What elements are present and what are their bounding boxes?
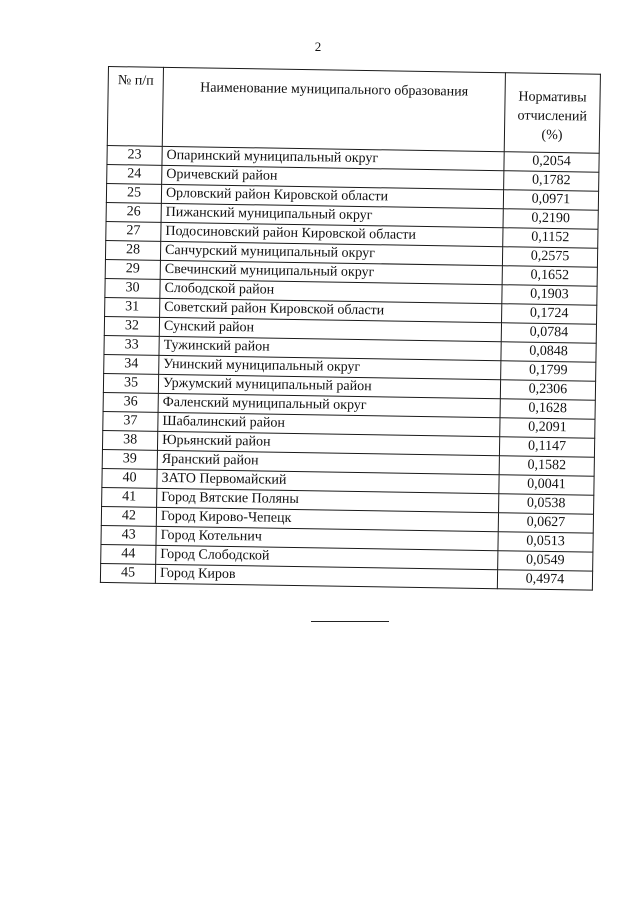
deduction-standard: 0,0848 <box>501 342 596 362</box>
deduction-standard: 0,0627 <box>498 513 593 533</box>
row-number: 41 <box>102 487 157 507</box>
deduction-standard: 0,0513 <box>498 532 593 552</box>
row-number: 34 <box>104 354 159 374</box>
deduction-standard: 0,1628 <box>500 399 595 419</box>
deduction-standard: 0,1782 <box>504 171 599 191</box>
deduction-standard: 0,0784 <box>501 323 596 343</box>
municipality-name: Оричевский район <box>162 165 504 189</box>
closing-rule <box>311 621 389 622</box>
row-number: 40 <box>102 468 157 488</box>
municipality-name: Город Котельнич <box>156 526 498 550</box>
row-number: 38 <box>102 430 157 450</box>
row-number: 25 <box>106 183 161 203</box>
municipality-name: Орловский район Кировской области <box>161 184 503 208</box>
row-number: 43 <box>101 525 156 545</box>
row-number: 44 <box>101 544 156 564</box>
row-number: 32 <box>104 316 159 336</box>
deduction-standard: 0,1799 <box>501 361 596 381</box>
municipality-name: Уржумский муниципальный район <box>158 374 500 398</box>
row-number: 39 <box>102 449 157 469</box>
municipality-name: Город Слободской <box>156 545 498 569</box>
municipality-name: Унинский муниципальный округ <box>159 355 501 379</box>
table-header-row <box>107 67 600 154</box>
municipality-name: Город Кирово-Чепецк <box>156 507 498 531</box>
row-number: 24 <box>107 164 162 184</box>
table-body <box>100 145 599 590</box>
header-number: № п/п <box>107 67 163 147</box>
page-number: 2 <box>314 39 322 54</box>
municipality-name: Слободской район <box>160 279 502 303</box>
municipality-name: Шабалинский район <box>158 412 500 436</box>
deduction-standard: 0,0971 <box>503 190 598 210</box>
row-number: 33 <box>104 335 159 355</box>
row-number: 35 <box>103 373 158 393</box>
row-number: 28 <box>105 240 160 260</box>
deduction-standard: 0,1582 <box>499 456 594 476</box>
deduction-standard: 0,2054 <box>504 152 599 172</box>
municipality-name: Фаленский муниципальный округ <box>158 393 500 417</box>
municipality-name: Советский район Кировской области <box>160 298 502 322</box>
row-number: 42 <box>101 506 156 526</box>
municipality-name: Опаринский муниципальный округ <box>162 146 504 170</box>
deduction-standard: 0,1903 <box>502 285 597 305</box>
deduction-standard: 0,1147 <box>499 437 594 457</box>
municipality-name: Тужинский район <box>159 336 501 360</box>
row-number: 27 <box>106 221 161 241</box>
header-deduction-standard: Нормативы отчислений (%) <box>504 73 600 153</box>
deduction-standard: 0,1724 <box>502 304 597 324</box>
row-number: 29 <box>105 259 160 279</box>
deduction-standard: 0,0538 <box>499 494 594 514</box>
header-municipality-name: Наименование муниципального образования <box>162 67 505 151</box>
municipality-name: Сунский район <box>159 317 501 341</box>
row-number: 26 <box>106 202 161 222</box>
row-number: 36 <box>103 392 158 412</box>
row-number: 23 <box>107 145 162 165</box>
row-number: 31 <box>105 297 160 317</box>
municipality-name: Санчурский муниципальный округ <box>160 241 502 265</box>
deduction-standard: 0,2306 <box>500 380 595 400</box>
municipality-name: ЗАТО Первомайский <box>157 469 499 493</box>
municipality-name: Город Вятские Поляны <box>157 488 499 512</box>
municipality-name: Юрьянский район <box>157 431 499 455</box>
deduction-standard: 0,0549 <box>498 551 593 571</box>
row-number: 45 <box>100 563 155 583</box>
row-number: 37 <box>103 411 158 431</box>
municipality-name: Пижанский муниципальный округ <box>161 203 503 227</box>
municipality-name: Город Киров <box>155 564 497 588</box>
standards-table <box>100 66 601 591</box>
deduction-standard: 0,2091 <box>500 418 595 438</box>
deduction-standard: 0,4974 <box>497 570 592 590</box>
deduction-standard: 0,1652 <box>502 266 597 286</box>
deduction-standard: 0,1152 <box>503 228 598 248</box>
deduction-standard: 0,2190 <box>503 209 598 229</box>
municipality-name: Яранский район <box>157 450 499 474</box>
deduction-standard: 0,2575 <box>502 247 597 267</box>
municipality-name: Подосиновский район Кировской области <box>161 222 503 246</box>
deduction-standard: 0,0041 <box>499 475 594 495</box>
municipality-name: Свечинский муниципальный округ <box>160 260 502 284</box>
row-number: 30 <box>105 278 160 298</box>
